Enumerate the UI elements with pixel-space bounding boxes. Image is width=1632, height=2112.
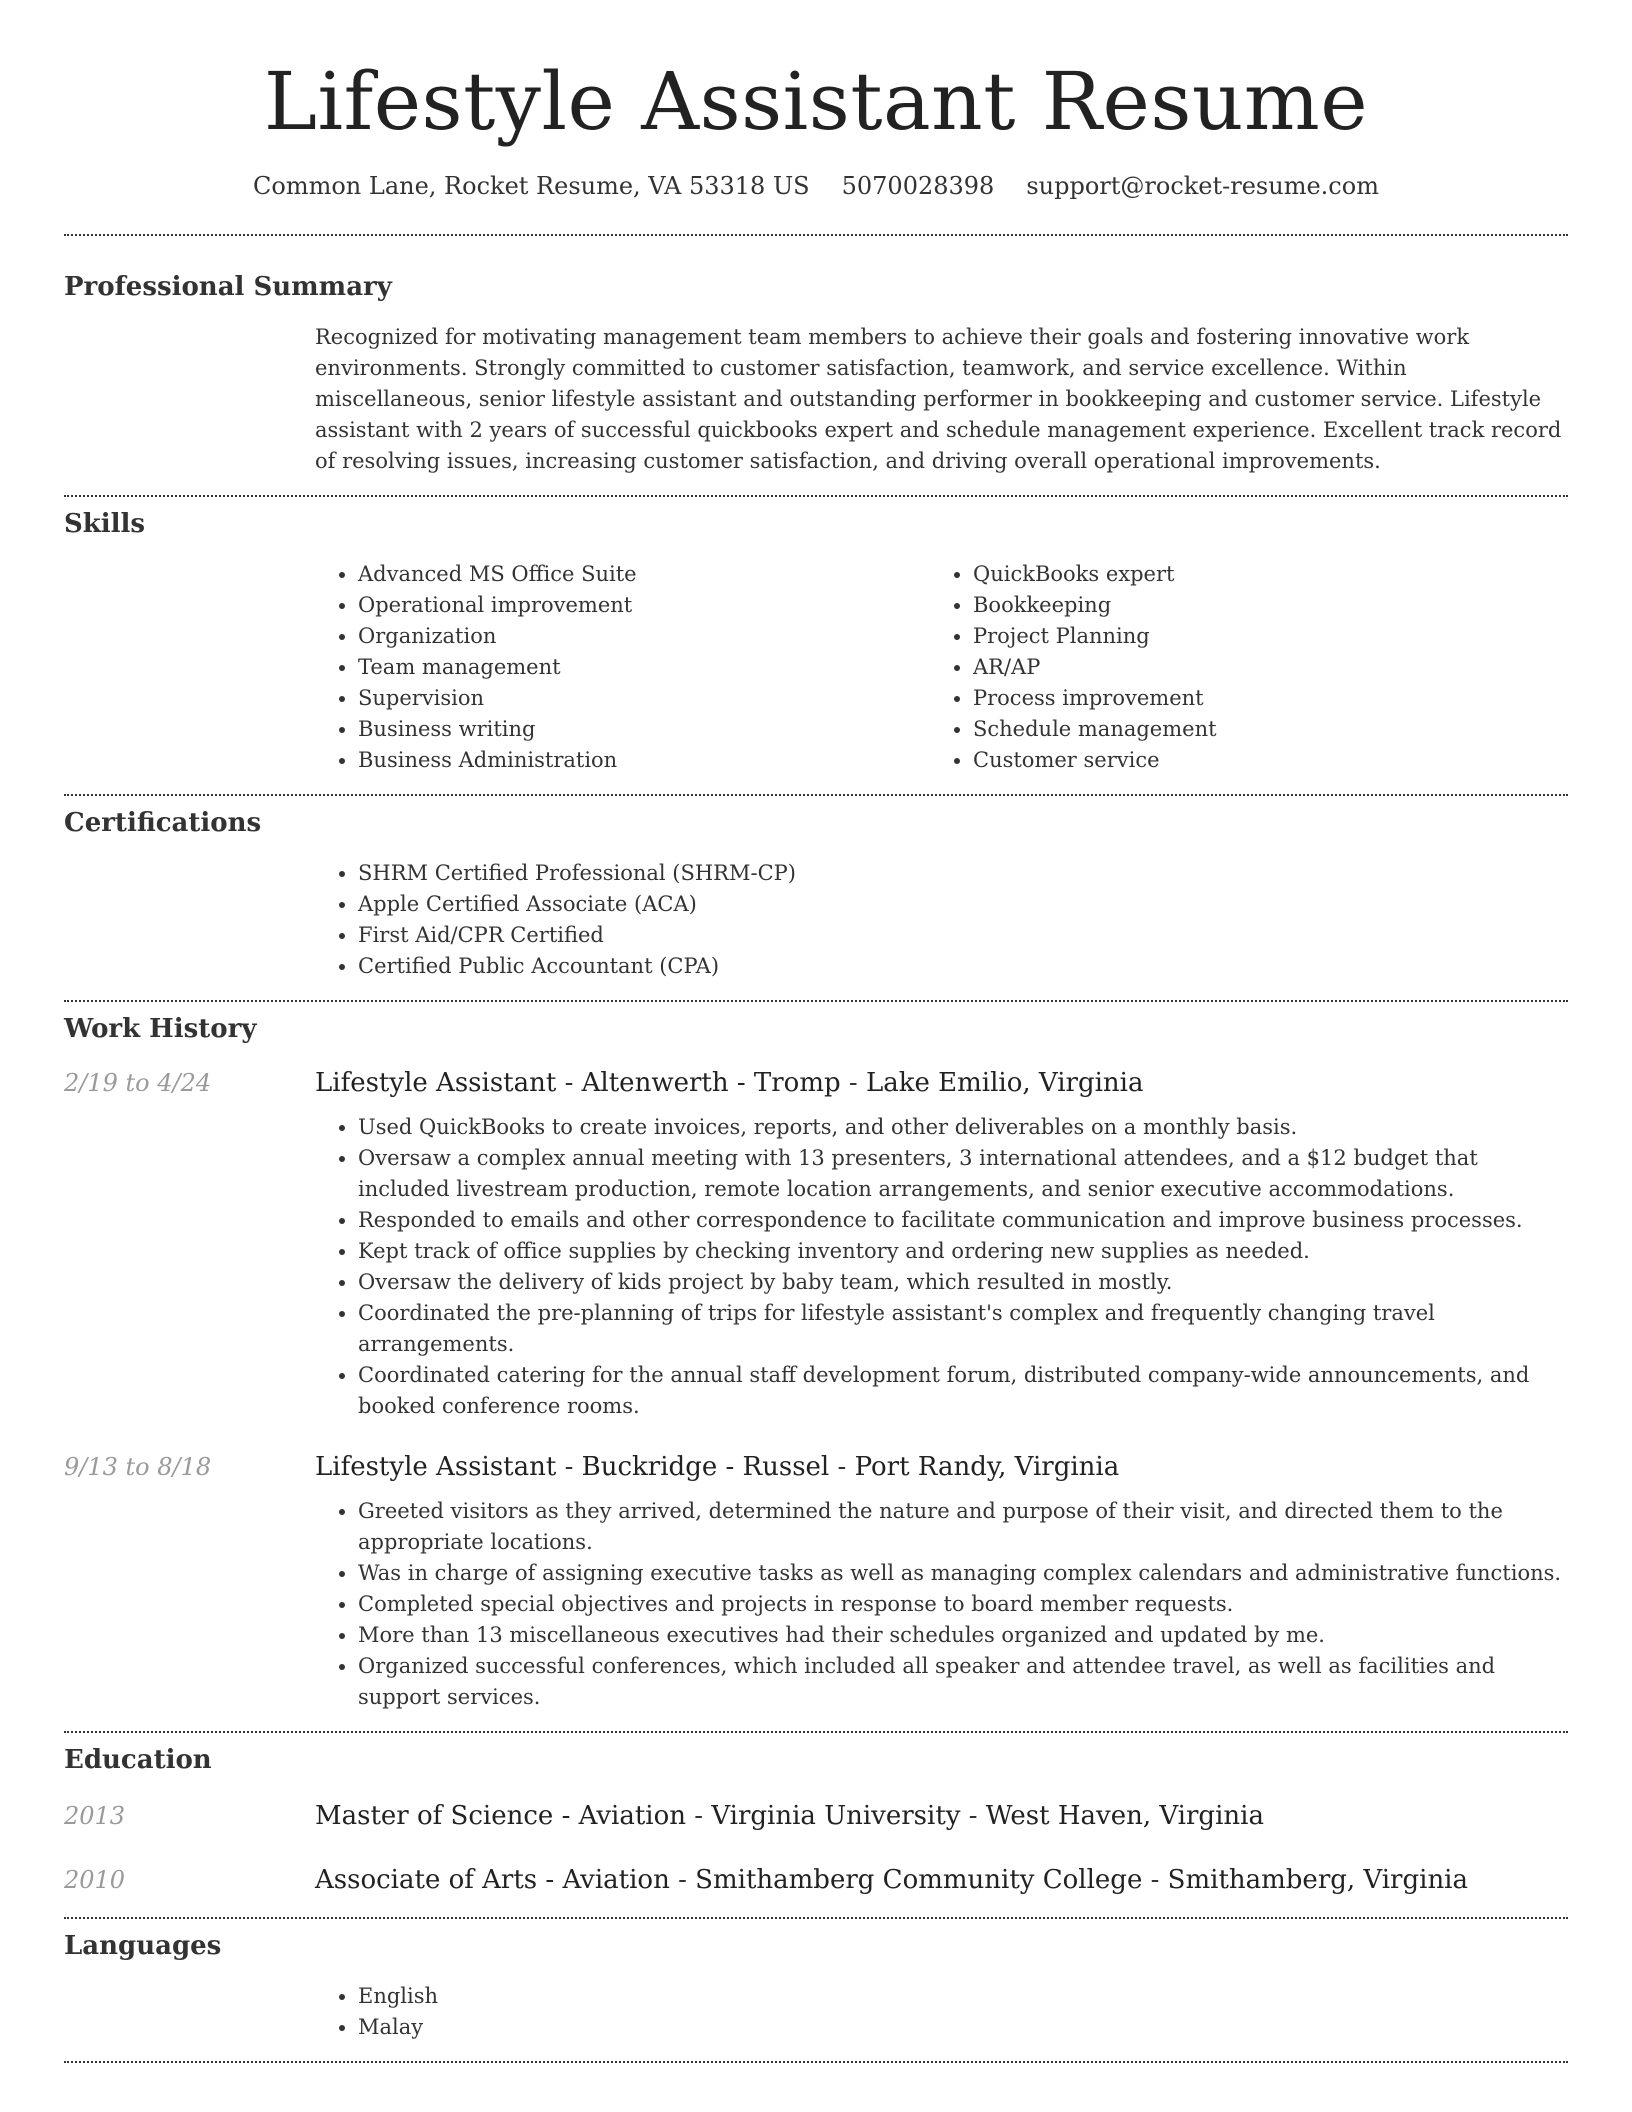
skills-list-right	[930, 559, 1217, 776]
summary-section	[64, 236, 1568, 477]
skill-item: • Business Administration	[358, 745, 930, 776]
skill-item: • AR/AP	[973, 652, 1217, 683]
separator: -	[669, 1865, 696, 1895]
separator: -	[1142, 1865, 1168, 1895]
separator: -	[829, 1452, 855, 1482]
skill-item: • Project Planning	[973, 621, 1217, 652]
job-dates: 9/13 to 8/18	[64, 1453, 212, 1481]
job-company: Buckridge - Russel	[581, 1452, 830, 1482]
summary-heading: Professional Summary	[64, 272, 392, 302]
job-duty: • Coordinated catering for the annual staff development forum, distributed company-wide announcements, and booked conference rooms.	[358, 1360, 1568, 1422]
job-entry	[64, 1068, 1568, 1422]
education-degree: Master of Science - Aviation	[315, 1801, 687, 1831]
separator: -	[960, 1801, 986, 1831]
job-duty: • Coordinated the pre-planning of trips for lifestyle assistant's complex and frequently changing travel arrangements.	[358, 1298, 1568, 1360]
contact-line	[0, 172, 1632, 200]
separator: -	[686, 1801, 712, 1831]
separator: -	[840, 1068, 866, 1098]
summary-text: Recognized for motivating management team members to achieve their goals and fostering innovative work environments. Strongly committed to customer satisfaction, teamwork, and service excellence. Within miscellaneous, senior lifestyle assistant and outstanding performer in bookkeeping and customer service. Lifestyle assistant with 2 years of successful quickbooks expert and schedule management experience. Excellent track record of resolving issues, increasing customer satisfaction, and driving overall operational improvements.	[315, 325, 1562, 473]
separator: -	[556, 1068, 582, 1098]
skill-item: • Supervision	[358, 683, 930, 714]
certification-item: • Apple Certified Associate (ACA)	[358, 889, 1568, 920]
job-heading	[315, 1068, 1568, 1098]
job-title: Lifestyle Assistant	[315, 1452, 557, 1482]
skill-item: • Organization	[358, 621, 930, 652]
education-year: 2010	[64, 1866, 126, 1894]
job-duty: • More than 13 miscellaneous executives had their schedules organized and updated by me.	[358, 1620, 1568, 1651]
languages-heading: Languages	[64, 1931, 222, 1961]
education-heading-line	[315, 1865, 1568, 1895]
certification-item: • SHRM Certified Professional (SHRM-CP)	[358, 858, 1568, 889]
job-company: Altenwerth - Tromp	[581, 1068, 841, 1098]
languages-section	[64, 1919, 1568, 2043]
certification-item: • First Aid/CPR Certified	[358, 920, 1568, 951]
skills-heading: Skills	[64, 509, 146, 539]
education-location: Smithamberg, Virginia	[1167, 1865, 1469, 1895]
job-duty: • Greeted visitors as they arrived, determined the nature and purpose of their visit, and directed them to the appropriate locations.	[358, 1496, 1568, 1558]
contact-email: support@rocket-resume.com	[1026, 172, 1379, 200]
job-location: Port Randy, Virginia	[854, 1452, 1120, 1482]
resume-header	[0, 0, 1632, 200]
job-entry	[64, 1452, 1568, 1713]
certifications-list	[315, 858, 1568, 982]
job-duty: • Oversaw a complex annual meeting with 13 presenters, 3 international attendees, and a $12 budget that included livestream production, remote location arrangements, and senior executive accommodations.	[358, 1143, 1568, 1205]
skill-item: • Operational improvement	[358, 590, 930, 621]
job-duty: • Completed special objectives and projects in response to board member requests.	[358, 1589, 1568, 1620]
education-entry	[64, 1865, 1568, 1895]
job-duty: • Organized successful conferences, which included all speaker and attendee travel, as well as facilities and support services.	[358, 1651, 1568, 1713]
job-duty: • Was in charge of assigning executive tasks as well as managing complex calendars and administrative functions.	[358, 1558, 1568, 1589]
skill-item: • Team management	[358, 652, 930, 683]
certifications-section	[64, 796, 1568, 982]
skill-item: • Advanced MS Office Suite	[358, 559, 930, 590]
education-school: Smithamberg Community College	[695, 1865, 1143, 1895]
language-item: • Malay	[358, 2012, 1568, 2043]
skills-section	[64, 497, 1568, 776]
job-duty: • Responded to emails and other correspondence to facilitate communication and improve business processes.	[358, 1205, 1568, 1236]
job-duty: • Kept track of office supplies by checking inventory and ordering new supplies as needed.	[358, 1236, 1568, 1267]
resume-title: Lifestyle Assistant Resume	[263, 55, 1369, 148]
job-duties-list	[315, 1112, 1568, 1422]
language-item: • English	[358, 1981, 1568, 2012]
certification-item: • Certified Public Accountant (CPA)	[358, 951, 1568, 982]
skill-item: • Schedule management	[973, 714, 1217, 745]
languages-list	[315, 1981, 1568, 2043]
job-location: Lake Emilio, Virginia	[865, 1068, 1144, 1098]
job-duty: • Oversaw the delivery of kids project by baby team, which resulted in mostly.	[358, 1267, 1568, 1298]
education-school: Virginia University	[711, 1801, 961, 1831]
separator: -	[556, 1452, 582, 1482]
skill-item: • Business writing	[358, 714, 930, 745]
education-degree: Associate of Arts - Aviation	[315, 1865, 670, 1895]
skill-item: • Process improvement	[973, 683, 1217, 714]
section-divider	[64, 2061, 1568, 2063]
job-dates: 2/19 to 4/24	[64, 1069, 212, 1097]
skill-item: • Customer service	[973, 745, 1217, 776]
work-history-heading: Work History	[64, 1014, 257, 1044]
education-location: West Haven, Virginia	[985, 1801, 1264, 1831]
work-history-section	[64, 1002, 1568, 1713]
job-heading	[315, 1452, 1568, 1482]
skill-item: • Bookkeeping	[973, 590, 1217, 621]
education-entry	[64, 1801, 1568, 1831]
contact-address: Common Lane, Rocket Resume, VA 53318 US	[253, 172, 810, 200]
education-section	[64, 1733, 1568, 1895]
education-heading: Education	[64, 1745, 212, 1775]
certifications-heading: Certifications	[64, 808, 262, 838]
education-heading-line	[315, 1801, 1568, 1831]
job-duties-list	[315, 1496, 1568, 1713]
skills-list-left	[315, 559, 930, 776]
education-year: 2013	[64, 1802, 126, 1830]
job-duty: • Used QuickBooks to create invoices, reports, and other deliverables on a monthly basis.	[358, 1112, 1568, 1143]
skill-item: • QuickBooks expert	[973, 559, 1217, 590]
job-title: Lifestyle Assistant	[315, 1068, 557, 1098]
contact-phone: 5070028398	[841, 172, 995, 200]
